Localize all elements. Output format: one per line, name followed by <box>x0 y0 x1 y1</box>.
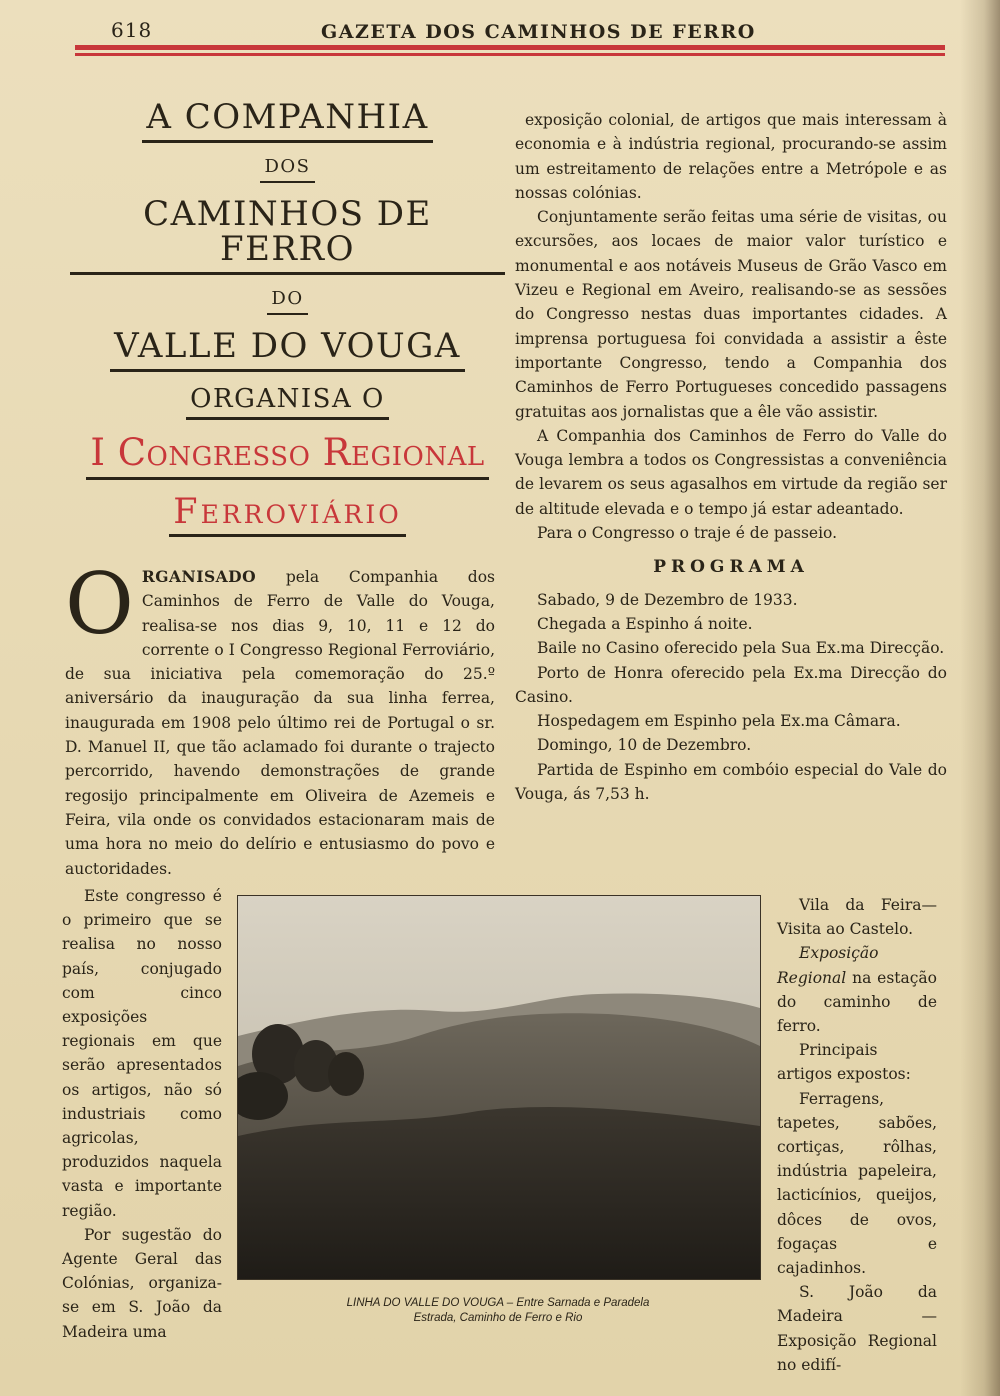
photo-svg <box>238 896 760 1279</box>
paragraph: Ferragens, tapetes, sabões, cortiças, rôlhas, indústria papeleira, lacticínios, queijos, dôces de ovos, fogaças e cajadinhos. <box>777 1089 937 1278</box>
title-line-3: CAMINHOS DE FERRO <box>70 197 505 275</box>
paragraph: Vila da Feira— Visita ao Castelo. <box>777 896 937 939</box>
landscape-photo <box>237 895 761 1280</box>
photo-caption <box>237 1296 759 1326</box>
program-item: Domingo, 10 de Dezembro. <box>537 736 752 755</box>
caption-line-2: Estrada, Caminho de Ferro e Rio <box>413 1312 583 1324</box>
program-item: Sabado, 9 de Dezembro de 1933. <box>537 590 798 609</box>
paragraph: exposição colonial, de artigos que mais interessam à economia e à indústria regional, procurando-se assim um estreitamento de relações entre a Metrópole e as nossas colónias. <box>515 111 947 202</box>
paragraph: S. João da Madeira — Exposição Regional no edifí- <box>777 1283 937 1374</box>
intro-paragraph: pela Companhia dos Caminhos de Ferro de Valle do Vouga, realisa-se nos dias 9, 10, 11 e 12 do corrente o I Congresso Regional Ferroviário, de sua iniciativa pela comemoração do 25.º aniversário da inauguração da sua linha ferrea, inaugurada em 1908 pelo último rei de Portugal o sr. D. Manuel II, que tão aclamado foi durante o trajecto percorrido, havendo demonstrações de grande regosijo principalmente em Oliveira de Azemeis e Feira, vila onde os convidados estacionaram mais de uma hora no meio do delírio e entusiasmo do povo e auctoridades. <box>65 568 495 878</box>
program-item: Chegada a Espinho á noite. <box>537 614 753 633</box>
program-item: Porto de Honra oferecido pela Ex.ma Direcção do Casino. <box>515 663 947 706</box>
title-line-1: A COMPANHIA <box>142 100 432 143</box>
title-line-2: DOS <box>260 158 314 183</box>
title-line-4: DO <box>267 290 307 315</box>
narrow-right-column <box>777 893 937 1377</box>
program-item: Hospedagem em Espinho pela Ex.ma Câmara. <box>537 712 901 731</box>
title-line-8: Ferroviário <box>169 494 405 538</box>
running-header <box>75 18 945 48</box>
paragraph: na estação do caminho de ferro. <box>777 968 937 1036</box>
journal-title: GAZETA DOS CAMINHOS DE FERRO <box>321 21 756 43</box>
paragraph: A Companhia dos Caminhos de Ferro do Valle do Vouga lembra a todos os Congressistas a conveniência de levarem os seus agasalhos em virtude da região ser de altitude elevada e o tempo já estar adeantado. <box>515 426 947 518</box>
title-line-5: VALLE DO VOUGA <box>110 329 465 372</box>
program-item: Baile no Casino oferecido pela Sua Ex.ma Direcção. <box>537 639 945 658</box>
paragraph: Este congresso é o primeiro que se realisa no nosso país, conjugado com cinco exposições regionais em que serão apresentados os artigos, não só industriais como agricolas, produzidos naquela vasta e importante região. <box>62 887 222 1220</box>
caption-line-1: LINHA DO VALLE DO VOUGA – Entre Sarnada e Paradela <box>346 1297 650 1309</box>
article-title <box>70 97 505 551</box>
narrow-left-column <box>62 884 222 1344</box>
right-column <box>515 108 947 806</box>
paragraph: Conjuntamente serão feitas uma série de visitas, ou excursões, aos locaes de maior valor turístico e monumental e aos notáveis Museus de Grão Vasco em Vizeu e Regional em Aveiro, realisando-se as sessões do Congresso nestas duas importantes cidades. A imprensa portuguesa foi convidada a assistir a êste importante Congresso, tendo a Companhia dos Caminhos de Ferro Portugueses concedido passagens gratuitas aos jornalistas que a êle vão assistir. <box>515 208 947 421</box>
page-edge-shadow <box>960 0 1000 1396</box>
title-line-6: ORGANISA O <box>186 386 389 420</box>
program-item: Partida de Espinho em combóio especial do Vale do Vouga, ás 7,53 h. <box>515 760 947 804</box>
header-rule-bottom <box>75 53 945 56</box>
drop-cap: O <box>65 555 134 653</box>
paragraph: Por sugestão do Agente Geral das Colónias, organiza-se em S. João da Madeira uma <box>62 1225 222 1341</box>
paragraph: Principais artigos expostos: <box>777 1041 911 1084</box>
programa-heading: PROGRAMA <box>653 557 809 578</box>
page-number: 618 <box>111 18 153 42</box>
paragraph: Para o Congresso o traje é de passeio. <box>537 524 838 543</box>
exhibition-title: Exposição Regional <box>777 944 879 987</box>
header-rule-top <box>75 45 945 50</box>
intro-lead-word: RGANISADO <box>141 567 257 586</box>
title-line-7: I Congresso Regional <box>86 434 488 480</box>
intro-column <box>65 555 495 881</box>
